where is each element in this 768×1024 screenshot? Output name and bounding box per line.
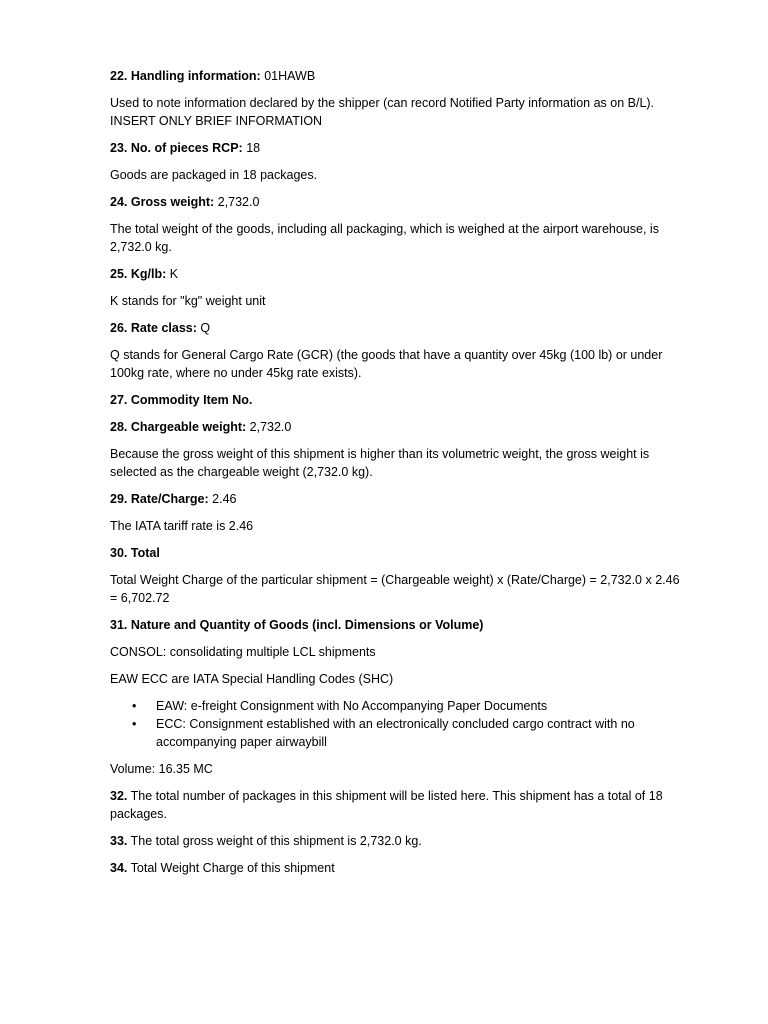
item-28-description: Because the gross weight of this shipment is higher than its volumetric weight, the gross weight is selected as the chargeable weight (2,732.0 kg). — [110, 447, 650, 479]
list-item-text: ECC: Consignment established with an electronically concluded cargo contract with no accompanying paper airwaybill — [156, 717, 635, 749]
item-28-heading — [110, 418, 690, 436]
item-value: 18 — [246, 141, 261, 155]
item-label: Chargeable weight: — [130, 420, 247, 434]
item-value: K — [169, 267, 179, 281]
item-label: Handling information: — [130, 69, 261, 83]
item-label: Commodity Item No. — [130, 393, 253, 407]
item-31-consol: CONSOL: consolidating multiple LCL shipments — [110, 645, 376, 659]
item-number: 22. — [110, 69, 128, 83]
item-number: 27. — [110, 393, 128, 407]
item-29-description: The IATA tariff rate is 2.46 — [110, 519, 254, 533]
item-26-description: Q stands for General Cargo Rate (GCR) (the goods that have a quantity over 45kg (100 lb) or under 100kg rate, where no under 45kg rate exists). — [110, 348, 663, 380]
item-number: 28. — [110, 420, 128, 434]
item-29-heading — [110, 490, 690, 508]
item-31-shc: EAW ECC are IATA Special Handling Codes (SHC) — [110, 672, 394, 686]
item-label: Rate class: — [130, 321, 197, 335]
item-label: Total — [130, 546, 160, 560]
item-number: 23. — [110, 141, 128, 155]
bullet-icon: • — [132, 699, 137, 713]
item-value: Total Weight Charge of this shipment — [130, 861, 335, 875]
item-number: 24. — [110, 195, 128, 209]
item-26-heading — [110, 319, 690, 337]
item-value: Q — [200, 321, 211, 335]
item-32 — [110, 787, 690, 823]
item-22-description: Used to note information declared by the shipper (can record Notified Party information as on B/L). INSERT ONLY BRIEF INFORMATION — [110, 96, 655, 128]
item-number: 26. — [110, 321, 128, 335]
item-label: Rate/Charge: — [130, 492, 209, 506]
document-page — [110, 67, 690, 886]
item-value: 2,732.0 — [217, 195, 260, 209]
item-31-volume: Volume: 16.35 MC — [110, 762, 213, 776]
item-24-heading — [110, 193, 690, 211]
list-item — [132, 715, 690, 751]
list-item-text: EAW: e-freight Consignment with No Accompanying Paper Documents — [156, 699, 548, 713]
item-30-heading — [110, 544, 690, 562]
item-value: The total gross weight of this shipment is 2,732.0 kg. — [130, 834, 422, 848]
item-value: 2,732.0 — [249, 420, 292, 434]
item-value: The total number of packages in this shipment will be listed here. This shipment has a total of 18 packages. — [110, 789, 663, 821]
item-label: Nature and Quantity of Goods (incl. Dimensions or Volume) — [130, 618, 484, 632]
bullet-icon: • — [132, 717, 137, 731]
item-31-heading — [110, 616, 690, 634]
item-34 — [110, 859, 690, 877]
item-24-description: The total weight of the goods, including all packaging, which is weighed at the airport warehouse, is 2,732.0 kg. — [110, 222, 659, 254]
item-23-heading — [110, 139, 690, 157]
item-label: No. of pieces RCP: — [130, 141, 243, 155]
list-item — [132, 697, 690, 715]
item-30-description: Total Weight Charge of the particular shipment = (Chargeable weight) x (Rate/Charge) = 2,732.0 x 2.46 = 6,702.72 — [110, 573, 680, 605]
item-27-heading — [110, 391, 690, 409]
item-23-description: Goods are packaged in 18 packages. — [110, 168, 318, 182]
item-25-heading — [110, 265, 690, 283]
item-number: 32. — [110, 789, 128, 803]
item-number: 25. — [110, 267, 128, 281]
item-number: 31. — [110, 618, 128, 632]
shc-bullet-list — [110, 697, 690, 751]
item-number: 30. — [110, 546, 128, 560]
item-label: Kg/lb: — [130, 267, 167, 281]
item-33 — [110, 832, 690, 850]
item-number: 29. — [110, 492, 128, 506]
item-value: 2.46 — [212, 492, 237, 506]
item-value: 01HAWB — [264, 69, 316, 83]
item-22-heading — [110, 67, 690, 85]
item-25-description: K stands for "kg" weight unit — [110, 294, 266, 308]
item-number: 33. — [110, 834, 128, 848]
item-number: 34. — [110, 861, 128, 875]
item-label: Gross weight: — [130, 195, 215, 209]
